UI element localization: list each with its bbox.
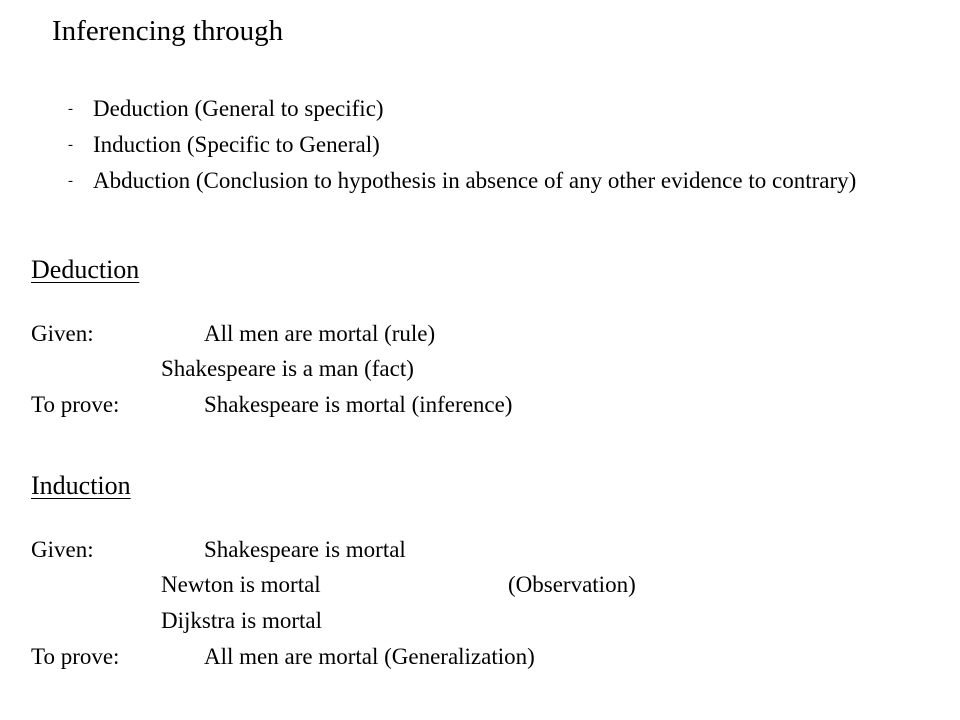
- induction-observation-1: Shakespeare is mortal: [204, 537, 406, 562]
- bullet-dash: -: [68, 101, 73, 117]
- induction-generalization: All men are mortal (Generalization): [204, 644, 535, 669]
- bullet-text: Abduction (Conclusion to hypothesis in absence of any other evidence to contrary): [93, 168, 857, 193]
- deduction-rule: All men are mortal (rule): [204, 321, 436, 346]
- induction-observation-note: (Observation): [508, 572, 636, 597]
- deduction-given-label: Given:: [31, 321, 94, 346]
- bullet-dash: -: [68, 173, 73, 189]
- induction-prove-label: To prove:: [31, 644, 120, 669]
- bullet-list: [68, 91, 938, 199]
- deduction-prove-label: To prove:: [31, 392, 120, 417]
- bullet-text: Deduction (General to specific): [93, 96, 384, 121]
- induction-observation-2: Newton is mortal: [161, 572, 321, 597]
- deduction-heading: Deduction: [31, 255, 140, 284]
- deduction-fact: Shakespeare is a man (fact): [161, 356, 414, 381]
- induction-given-label: Given:: [31, 537, 94, 562]
- induction-observation-3: Dijkstra is mortal: [161, 608, 322, 633]
- deduction-inference: Shakespeare is mortal (inference): [204, 392, 513, 417]
- bullet-item-deduction: [68, 91, 938, 127]
- slide-title: Inferencing through: [52, 15, 284, 47]
- bullet-text: Induction (Specific to General): [93, 132, 380, 157]
- bullet-item-induction: [68, 127, 938, 163]
- bullet-dash: -: [68, 137, 73, 153]
- bullet-item-abduction: [68, 163, 938, 199]
- induction-heading: Induction: [31, 471, 131, 500]
